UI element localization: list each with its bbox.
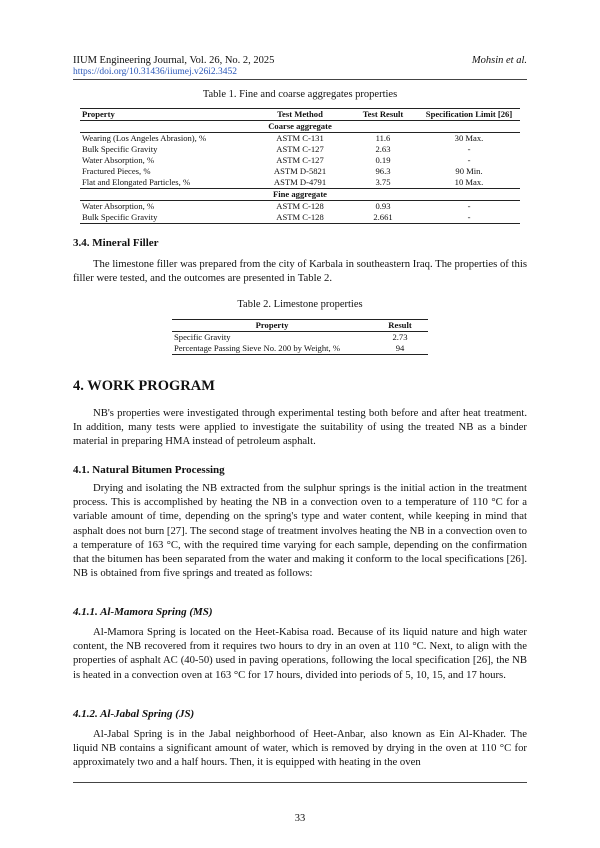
- section-4-text: NB's properties were investigated through experimental testing both before and after heat treatment. In addition, many tests were applied to investigate the suitability of using the treated NB as a binder material in preparing HMA instead of petroleum asphalt.: [73, 407, 527, 448]
- cell-property: Water Absorption, %: [82, 155, 155, 165]
- section-4-title: 4. WORK PROGRAM: [73, 378, 215, 394]
- table1-col-property: Property: [80, 109, 252, 121]
- section-3-4-text: The limestone filler was prepared from the city of Karbala in southeastern Iraq. The properties of this filler were tested, and the outcomes are presented in Table 2.: [73, 258, 527, 285]
- table-row: [80, 166, 520, 177]
- cell-property: Flat and Elongated Particles, %: [82, 177, 191, 187]
- section-4-1-text: Drying and isolating the NB extracted from the sulphur springs is the initial action in the treatment process. This is accomplished by heating the NB in a convection oven to a temperature of 110 °C for a variable amount of time, depending on the spring's type and water content, while keeping in mind that asphalt does not burn [27]. The second stage of treatment involves heating the NB in a convection oven to a temperature of 163 °C, with the required time varying for each sample, depending on the confirmation that the bitumen has been separated from the water and making it conform to the local specifications [26]. NB is obtained from five springs and treated as follows:: [73, 482, 527, 580]
- table1-header-row: [80, 109, 520, 121]
- cell-method: ASTM D-4791: [273, 177, 327, 187]
- cell-method: ASTM D-5821: [273, 166, 327, 176]
- table-row: [172, 332, 428, 344]
- section-3-4-title: 3.4. Mineral Filler: [73, 237, 159, 249]
- cell-method: ASTM C-128: [276, 201, 324, 211]
- table-row: [80, 212, 520, 224]
- cell-result: 2.63: [375, 144, 391, 154]
- cell-result: 3.75: [375, 177, 391, 187]
- table1-col-method: Test Method: [252, 109, 348, 121]
- cell-spec: -: [418, 212, 520, 224]
- section-4-1-1-text: Al-Mamora Spring is located on the Heet-Kabisa road. Because of its liquid nature and high water content, the NB recovered from it requires two hours to dry in an oven at 110 °C. Next, to align with the properties of asphalt AC (40-50) used in paving operations, following the local specification [26], the NB is heated in a convection oven at 163 °C for 17 hours, divided into periods of 5, 10, 15, and 17 hours.: [73, 626, 527, 681]
- footer-rule: [73, 782, 527, 783]
- table1-group-row: [80, 189, 520, 201]
- doi-link[interactable]: https://doi.org/10.31436/iiumej.v26i2.3452: [73, 67, 237, 77]
- table2-header-row: [172, 320, 428, 332]
- cell-method: ASTM C-127: [276, 155, 324, 165]
- cell-spec: -: [467, 144, 471, 154]
- section-4-1-2-title: 4.1.2. Al-Jabal Spring (JS): [73, 708, 195, 720]
- cell-result: 96.3: [375, 166, 391, 176]
- cell-property: Fractured Pieces, %: [82, 166, 151, 176]
- cell-property: Bulk Specific Gravity: [82, 144, 158, 154]
- cell-result: 2.661: [348, 212, 418, 224]
- cell-result: 2.73: [392, 332, 408, 342]
- cell-property: Water Absorption, %: [82, 201, 155, 211]
- cell-property: Wearing (Los Angeles Abrasion), %: [82, 133, 207, 143]
- table-row: [172, 343, 428, 355]
- header-rule: [73, 79, 527, 80]
- table2-col-result: Result: [372, 320, 428, 332]
- cell-property: Percentage Passing Sieve No. 200 by Weight, %: [172, 343, 372, 355]
- cell-spec: 30 Max.: [454, 133, 484, 143]
- table1: [80, 108, 520, 224]
- table-row: [80, 144, 520, 155]
- cell-property: Bulk Specific Gravity: [80, 212, 252, 224]
- cell-result: 11.6: [375, 133, 391, 143]
- cell-spec: -: [467, 201, 471, 211]
- table1-group-row: [80, 121, 520, 133]
- cell-spec: 90 Min.: [455, 166, 483, 176]
- table-row: [80, 155, 520, 166]
- table2: [172, 319, 428, 355]
- cell-method: ASTM C-128: [252, 212, 348, 224]
- cell-method: ASTM C-127: [276, 144, 324, 154]
- section-4-1-1-title: 4.1.1. Al-Mamora Spring (MS): [73, 606, 213, 618]
- cell-spec: -: [467, 155, 471, 165]
- cell-result: 94: [372, 343, 428, 355]
- table1-col-result: Test Result: [348, 109, 418, 121]
- section-4-1-2-text: Al-Jabal Spring is in the Jabal neighborhood of Heet-Anbar, also known as Ein Al-Khader. The liquid NB contains a significant amount of water, which is removed by drying in the oven at 110 °C for approximately two and a half hours. Then, it is equipped with heating in the oven: [73, 728, 527, 769]
- table-row: [80, 133, 520, 145]
- cell-method: ASTM C-131: [276, 133, 324, 143]
- journal-header: IIUM Engineering Journal, Vol. 26, No. 2, 2025: [73, 55, 275, 66]
- table1-col-spec: Specification Limit [26]: [418, 109, 520, 121]
- table1-caption: Table 1. Fine and coarse aggregates properties: [202, 89, 398, 100]
- table-row: [80, 177, 520, 189]
- cell-result: 0.19: [375, 155, 391, 165]
- table1-group-coarse: Coarse aggregate: [80, 121, 520, 133]
- table2-caption: Table 2. Limestone properties: [237, 299, 363, 310]
- cell-spec: 10 Max.: [454, 177, 484, 187]
- cell-result: 0.93: [375, 201, 391, 211]
- author-header: Mohsin et al.: [471, 55, 527, 66]
- cell-property: Specific Gravity: [174, 332, 231, 342]
- table-row: [80, 201, 520, 213]
- page-number: 33: [294, 813, 306, 824]
- table2-col-property: Property: [172, 320, 372, 332]
- section-4-1-title: 4.1. Natural Bitumen Processing: [73, 464, 225, 476]
- table1-group-fine: Fine aggregate: [80, 189, 520, 201]
